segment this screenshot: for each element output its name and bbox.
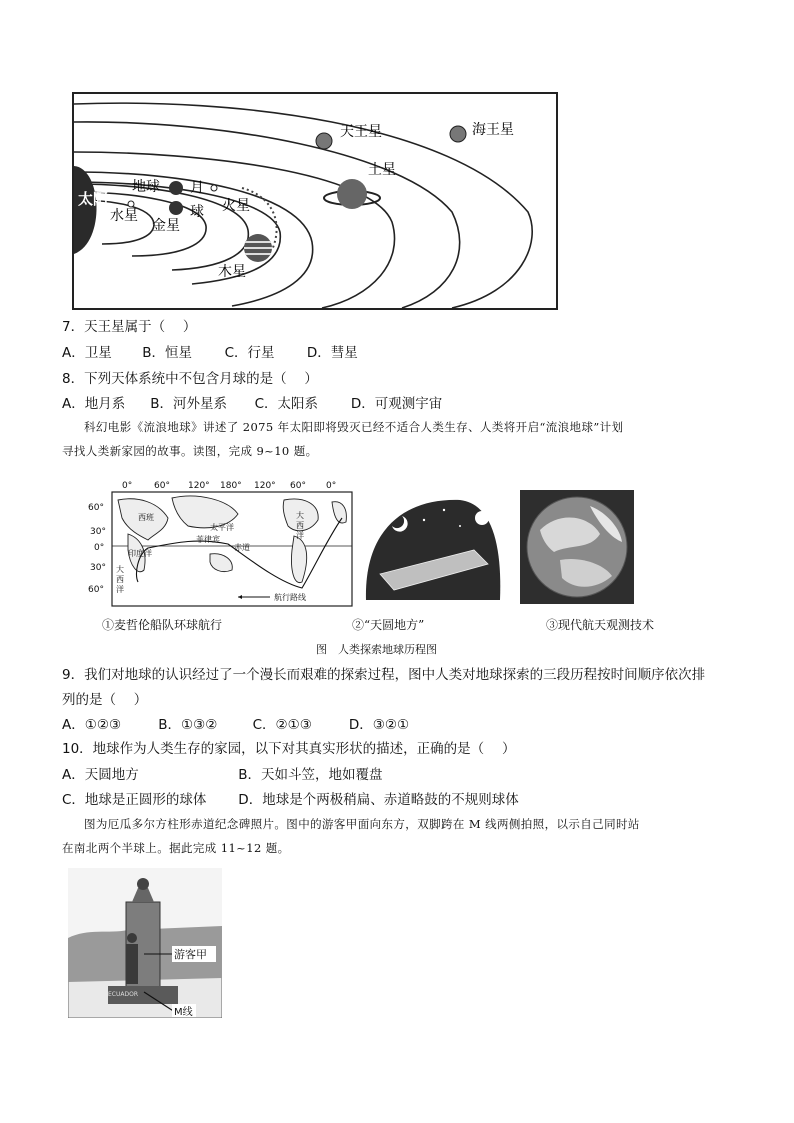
q10-option-a[interactable]: A．天圆地方 xyxy=(62,767,139,783)
equator-monument-photo xyxy=(68,868,222,1018)
spain-label: 西班 xyxy=(138,513,154,522)
question-9-stem-line-2: 列的是（ ） xyxy=(62,692,148,708)
question-10-options-row-1 xyxy=(62,766,383,784)
q7-option-c[interactable]: C．行星 xyxy=(224,345,275,361)
caption-1: ①麦哲伦船队环球航行 xyxy=(102,618,223,632)
atlantic-right-3: 洋 xyxy=(296,531,304,540)
monument-globe xyxy=(137,878,149,890)
tianyuan-difang-figure xyxy=(364,490,502,602)
q9-option-a[interactable]: A．①②③ xyxy=(62,717,122,733)
magellan-map-figure xyxy=(88,478,358,610)
mars-planet xyxy=(211,185,217,191)
sun-label-1: 太阳 xyxy=(78,190,109,208)
passage-1-line-2: 寻找人类新家园的故事。读图，完成 9~10 题。 xyxy=(62,444,318,458)
q8-option-c[interactable]: C．太阳系 xyxy=(254,396,319,412)
question-9-stem-line-1: 9．我们对地球的认识经过了一个漫长而艰难的探索过程，图中人类对地球探索的三段历程按时间顺序依次排 xyxy=(62,667,706,683)
atlantic-left-2: 西 xyxy=(116,575,124,584)
q10-option-c[interactable]: C．地球是正圆形的球体 xyxy=(62,792,207,808)
atlantic-right-2: 西 xyxy=(296,521,304,530)
earth-photo-figure xyxy=(520,490,634,604)
lat-tick: 60° xyxy=(88,503,104,513)
atlantic-left-3: 洋 xyxy=(116,585,124,594)
passage-2 xyxy=(62,812,742,860)
moon-label: 月 xyxy=(190,180,204,196)
top-tick: 0° xyxy=(326,481,337,491)
philippines-label: 菲律宾 xyxy=(196,535,220,544)
lat-tick: 30° xyxy=(90,563,106,573)
top-tick: 120° xyxy=(188,481,210,491)
top-tick: 60° xyxy=(154,481,170,491)
question-7-stem: 7．天王星属于（ ） xyxy=(62,319,197,335)
question-9-options xyxy=(62,716,409,734)
passage-1 xyxy=(62,415,742,463)
q8-option-b[interactable]: B．河外星系 xyxy=(150,396,228,412)
mercury-label: 水星 xyxy=(110,208,138,224)
neptune-planet xyxy=(450,126,466,142)
jupiter-label: 木星 xyxy=(218,264,246,280)
tourist-figure xyxy=(126,944,138,984)
uranus-planet xyxy=(316,133,332,149)
saturn-label: 土星 xyxy=(368,162,396,178)
lat-tick: 60° xyxy=(88,585,104,595)
top-tick: 60° xyxy=(290,481,306,491)
saturn-planet xyxy=(337,179,367,209)
atlantic-left-1: 大 xyxy=(116,565,124,574)
q9-option-d[interactable]: D．③②① xyxy=(348,717,410,733)
passage-1-line-1: 科幻电影《流浪地球》讲述了 2075 年太阳即将毁灭已经不适合人类生存、人类将开启“流浪地球”计划 xyxy=(84,420,624,434)
top-tick: 0° xyxy=(122,481,133,491)
solar-system-figure xyxy=(72,92,558,310)
moon-ball-label: 球 xyxy=(190,204,204,220)
atlantic-right-1: 大 xyxy=(296,511,304,520)
venus-label: 金星 xyxy=(152,218,180,234)
earth-label: 地球 xyxy=(132,179,160,195)
neptune-label: 海王星 xyxy=(472,122,514,138)
equator-label: 赤道 xyxy=(234,543,250,552)
sun-symbol xyxy=(475,511,489,525)
q10-option-d[interactable]: D．地球是个两极稍扁、赤道略鼓的不规则球体 xyxy=(238,792,519,808)
question-7-options xyxy=(62,344,358,362)
question-10-options-row-2 xyxy=(62,791,519,809)
indian-label: 印度洋 xyxy=(128,549,152,558)
question-10-stem: 10．地球作为人类生存的家园，以下对其真实形状的描述，正确的是（ ） xyxy=(62,741,516,757)
route-legend-label: 航行路线 xyxy=(274,593,306,602)
earth-planet xyxy=(169,181,183,195)
passage-2-line-2: 在南北两个半球上。据此完成 11~12 题。 xyxy=(62,841,290,855)
lat-tick: 30° xyxy=(90,527,106,537)
q10-option-b[interactable]: B．天如斗笠，地如覆盘 xyxy=(238,767,383,783)
q9-option-c[interactable]: C．②①③ xyxy=(252,717,312,733)
question-8-stem: 8．下列天体系统中不包含月球的是（ ） xyxy=(62,371,318,387)
q8-option-a[interactable]: A．地月系 xyxy=(62,396,126,412)
caption-3: ③现代航天观测技术 xyxy=(546,618,655,632)
tourist-label: 游客甲 xyxy=(174,948,207,961)
q7-option-d[interactable]: D．彗星 xyxy=(306,345,358,361)
q8-option-d[interactable]: D．可观测宇宙 xyxy=(350,396,443,412)
uranus-label: 天王星 xyxy=(340,124,382,140)
question-8-options xyxy=(62,395,442,413)
mars-label: 火星 xyxy=(222,198,250,214)
q9-option-b[interactable]: B．①③② xyxy=(158,717,218,733)
top-tick: 180° xyxy=(220,481,242,491)
q7-option-b[interactable]: B．恒星 xyxy=(142,345,193,361)
caption-2: ②“天圆地方” xyxy=(352,618,425,632)
top-tick: 120° xyxy=(254,481,276,491)
plaque-text: ECUADOR xyxy=(108,991,138,998)
pacific-label: 太平洋 xyxy=(210,523,234,532)
m-line-label: M线 xyxy=(174,1007,193,1018)
mercury-planet xyxy=(128,201,134,207)
q7-option-a[interactable]: A．卫星 xyxy=(62,345,112,361)
venus-planet xyxy=(169,201,183,215)
lat-tick: 0° xyxy=(94,543,105,553)
passage-2-line-1: 图为厄瓜多尔方柱形赤道纪念碑照片。图中的游客甲面向东方，双脚跨在 M 线两侧拍照，以示自己同时站 xyxy=(84,817,640,831)
figure-title: 图 人类探索地球历程图 xyxy=(316,643,437,656)
